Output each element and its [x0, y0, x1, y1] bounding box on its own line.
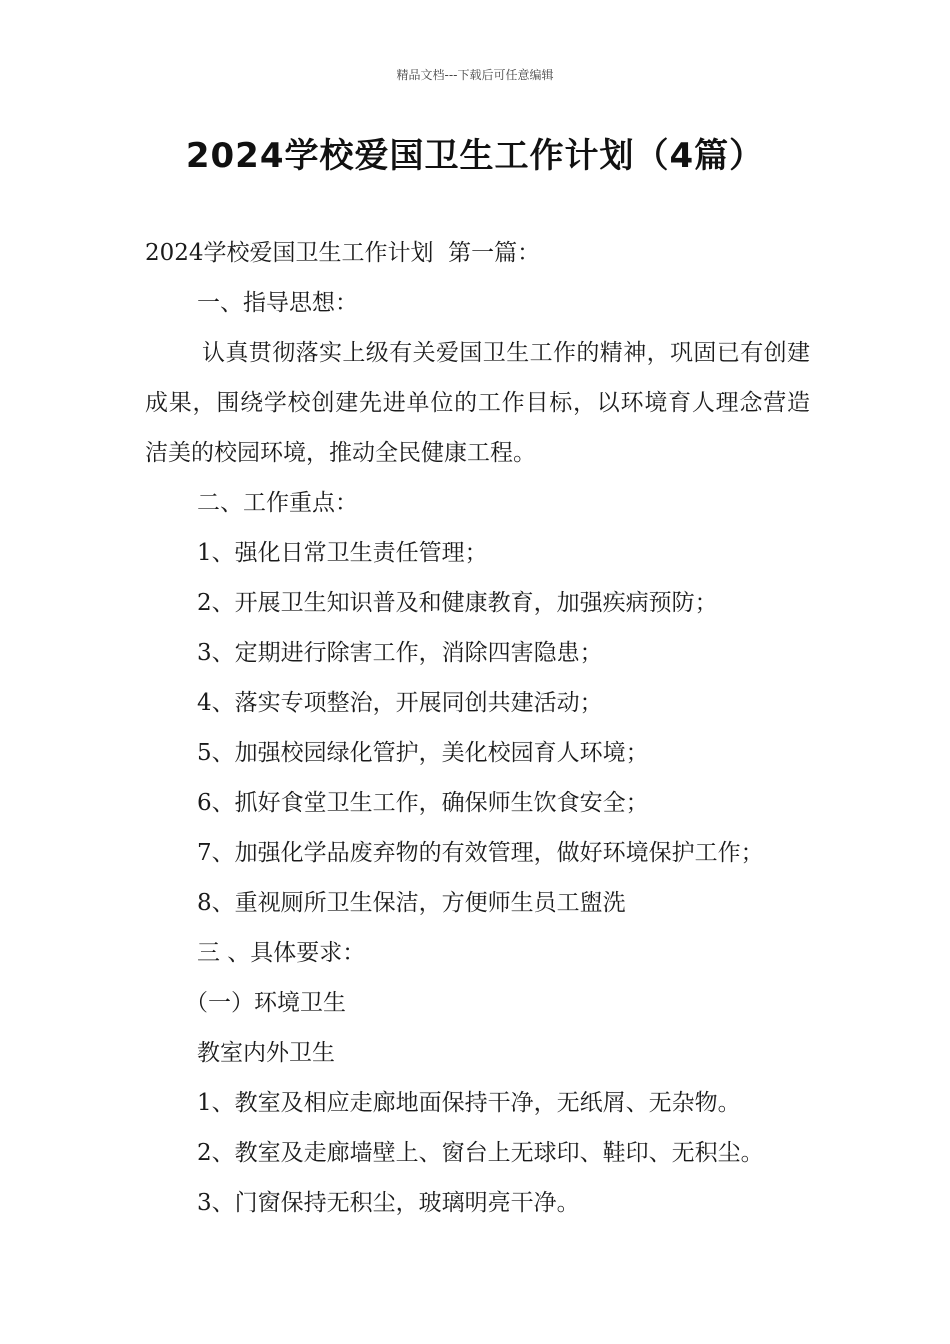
header-note: 精品文档---下载后可任意编辑 — [396, 68, 554, 82]
list-item: 2、开展卫生知识普及和健康教育，加强疾病预防； — [197, 590, 718, 616]
subsection-heading: （一）环境卫生 — [185, 990, 346, 1016]
list-item: 1、强化日常卫生责任管理； — [197, 540, 488, 566]
list-item: 3、定期进行除害工作，消除四害隐患； — [197, 640, 603, 666]
list-item: 5、加强校园绿化管护，美化校园育人环境； — [197, 740, 649, 766]
section-heading: 2024学校爱国卫生工作计划 第一篇： — [145, 240, 541, 266]
list-item: 6、抓好食堂卫生工作，确保师生饮食安全； — [197, 790, 649, 816]
list-item: 2、教室及走廊墙壁上、窗台上无球印、鞋印、无积尘。 — [197, 1140, 764, 1166]
list-item: 4、落实专项整治，开展同创共建活动； — [197, 690, 603, 716]
document-title: 2024学校爱国卫生工作计划（4篇） — [185, 136, 765, 176]
part3-heading: 三 、具体要求： — [197, 940, 366, 966]
document-body — [145, 228, 810, 1228]
list-item: 8、重视厕所卫生保洁，方便师生员工盥洗 — [197, 890, 626, 916]
part1-heading: 一、指导思想： — [197, 290, 358, 316]
sub-heading: 教室内外卫生 — [197, 1040, 335, 1066]
list-item: 1、教室及相应走廊地面保持干净，无纸屑、无杂物。 — [197, 1090, 741, 1116]
list-item: 3、门窗保持无积尘，玻璃明亮干净。 — [197, 1190, 580, 1216]
part2-heading: 二、工作重点： — [197, 490, 358, 516]
part1-paragraph: 认真贯彻落实上级有关爱国卫生工作的精神，巩固已有创建成果，围绕学校创建先进单位的工作目标，以环境育人理念营造洁美的校园环境，推动全民健康工程。 — [145, 340, 810, 466]
list-item: 7、加强化学品废弃物的有效管理，做好环境保护工作； — [197, 840, 764, 866]
